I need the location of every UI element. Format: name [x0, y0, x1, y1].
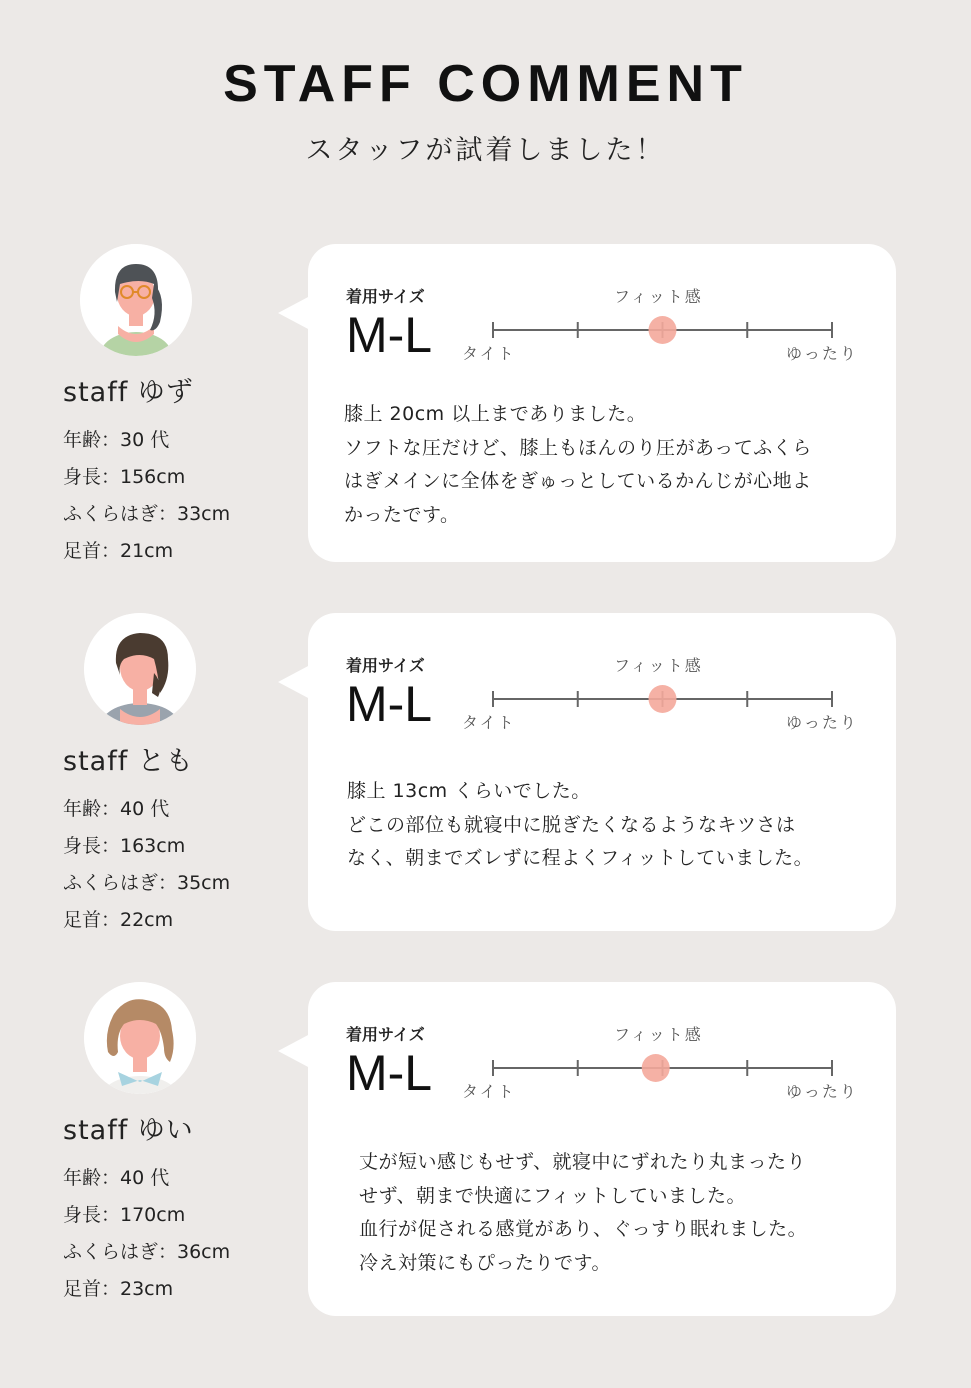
fit-label: フィット感 — [614, 287, 703, 306]
size-label: 着用サイズ — [346, 1025, 425, 1044]
comment-line: はぎメインに全体をぎゅっとしているかんじが心地よ — [344, 470, 812, 492]
comment-line: なく、朝までズレずに程よくフィットしていました。 — [347, 847, 814, 869]
staff-stats — [63, 791, 230, 939]
comment-card — [308, 613, 896, 931]
staff-section-1 — [0, 244, 971, 574]
comment-line: 丈が短い感じもせず、就寝中にずれたり丸まったり — [359, 1151, 806, 1173]
speech-bubble-tail — [278, 665, 310, 699]
scale-left-label: タイト — [462, 344, 516, 363]
comment-line: ソフトな圧だけど、膝上もほんのり圧があってふくら — [344, 436, 812, 459]
page-subtitle: スタッフが試着しました！ — [305, 135, 666, 166]
comment-text — [359, 1146, 889, 1280]
size-value: M-L — [346, 676, 433, 732]
page-title: STAFF COMMENT — [223, 55, 748, 113]
stat-calf: ふくらはぎ：33cm — [63, 503, 231, 525]
staff-name: staff とも — [63, 746, 194, 777]
staff-section-3 — [0, 982, 971, 1312]
comment-line: 血行が促される感覚があり、ぐっすり眠れました。 — [359, 1218, 808, 1240]
speech-bubble-tail — [278, 1034, 310, 1068]
stat-calf: ふくらはぎ：35cm — [63, 872, 231, 894]
stat-ankle: 足首：22cm — [63, 909, 174, 931]
fit-label: フィット感 — [614, 1025, 703, 1044]
stat-ankle: 足首：21cm — [63, 540, 174, 562]
comment-line: 冷え対策にもぴったりです。 — [359, 1251, 611, 1274]
fit-label: フィット感 — [614, 656, 703, 675]
stat-height: 身長：163cm — [63, 835, 186, 857]
woman-short-hair-icon — [84, 613, 196, 725]
stat-calf: ふくらはぎ：36cm — [63, 1241, 231, 1263]
staff-stats — [63, 1160, 230, 1308]
stat-age: 年齢：40 代 — [63, 798, 170, 820]
woman-wavy-hair-icon — [84, 982, 196, 1094]
stat-height: 身長：156cm — [63, 466, 186, 488]
comment-card — [308, 244, 896, 562]
stat-age: 年齢：40 代 — [63, 1167, 170, 1189]
comment-line: かったです。 — [344, 503, 460, 526]
comment-card — [308, 982, 896, 1316]
fit-marker — [642, 1054, 670, 1082]
size-value: M-L — [346, 1045, 433, 1101]
fit-marker — [649, 685, 677, 713]
comment-text — [347, 775, 877, 876]
fit-marker — [649, 316, 677, 344]
comment-line: 膝上 20cm 以上までありました。 — [344, 403, 647, 425]
scale-right-label: ゆったり — [786, 1082, 858, 1101]
scale-right-label: ゆったり — [786, 713, 858, 732]
size-label: 着用サイズ — [346, 287, 425, 306]
staff-stats — [63, 422, 230, 570]
comment-line: どこの部位も就寝中に脱ぎたくなるようなキツさは — [347, 813, 796, 836]
scale-right-label: ゆったり — [786, 344, 858, 363]
size-value: M-L — [346, 307, 433, 363]
stat-age: 年齢：30 代 — [63, 429, 170, 451]
staff-name: staff ゆい — [63, 1115, 194, 1146]
stat-ankle: 足首：23cm — [63, 1278, 174, 1300]
woman-with-glasses-bun-icon — [80, 244, 192, 356]
speech-bubble-tail — [278, 296, 310, 330]
comment-line: せず、朝まで快適にフィットしていました。 — [359, 1184, 746, 1207]
staff-section-2 — [0, 613, 971, 943]
comment-text — [344, 398, 874, 532]
staff-name: staff ゆず — [63, 377, 194, 408]
scale-left-label: タイト — [462, 713, 516, 732]
stat-height: 身長：170cm — [63, 1204, 186, 1226]
comment-line: 膝上 13cm くらいでした。 — [347, 780, 591, 802]
size-label: 着用サイズ — [346, 656, 425, 675]
scale-left-label: タイト — [462, 1082, 516, 1101]
